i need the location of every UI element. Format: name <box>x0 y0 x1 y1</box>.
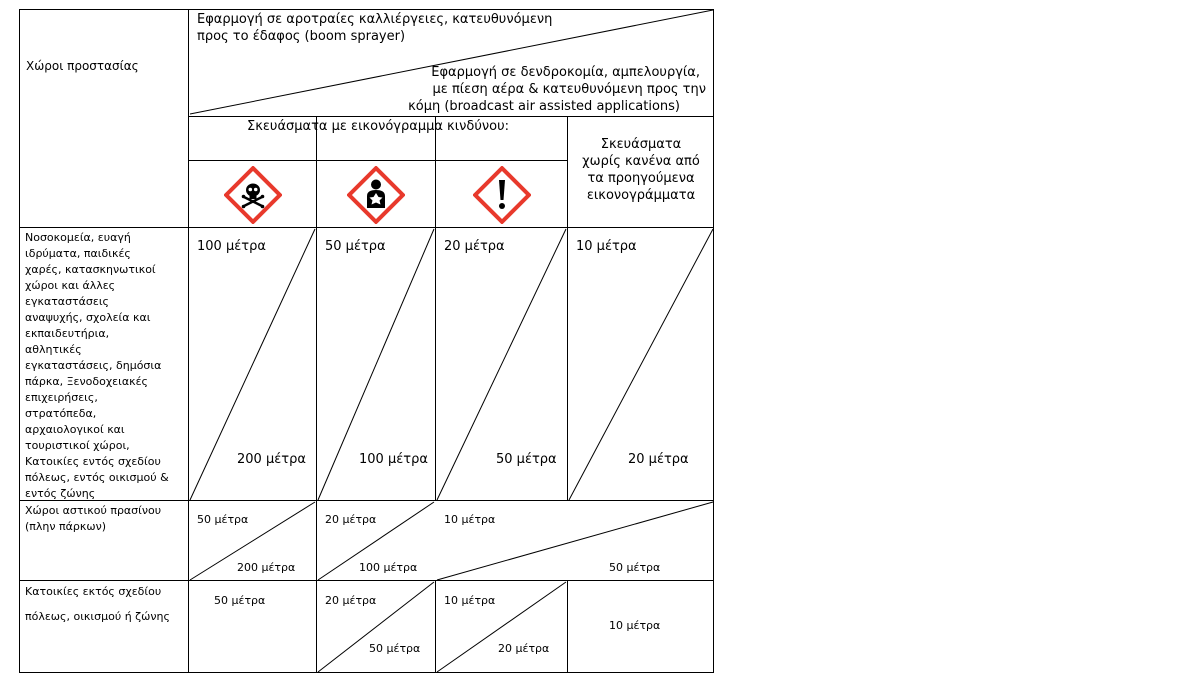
exclamation-mark-icon <box>473 166 531 224</box>
row-2-label-line: Χώροι αστικού πρασίνου <box>25 504 162 517</box>
protection-areas-label: Χώροι προστασίας <box>26 59 139 73</box>
no-pictogram-line-2: χωρίς κανένα από <box>582 154 700 169</box>
row-3-boom-distance: 10 μέτρα <box>444 594 496 607</box>
air-assisted-line-2: με πίεση αέρα & κατευθυνόμενη προς την <box>432 82 706 97</box>
health-hazard-icon <box>347 166 405 224</box>
row-3-air-distance: 20 μέτρα <box>498 642 550 655</box>
row-2-boom-distance: 20 μέτρα <box>325 513 377 526</box>
row-2-boom-distance: 10 μέτρα <box>444 513 496 526</box>
row-2-air-distance: 50 μέτρα <box>609 561 661 574</box>
row-1-label-line: χαρές, κατασκηνωτικοί <box>25 263 156 276</box>
row-1-label-line: αναψυχής, σχολεία και <box>25 311 151 324</box>
air-assisted-line-1: Εφαρμογή σε δενδροκομία, αμπελουργία, <box>431 65 700 80</box>
row-1-label-line: αθλητικές <box>25 343 82 356</box>
row-1-label-line: χώροι και άλλες <box>25 279 116 292</box>
row-1-air-distance: 100 μέτρα <box>359 452 428 467</box>
row-1-label-line: εκπαιδευτήρια, <box>25 327 110 340</box>
row-1-label-line: εντός ζώνης <box>25 487 96 500</box>
skull-crossbones-icon <box>224 166 282 224</box>
row-1-label-line: τουριστικοί χώροι, <box>25 439 130 452</box>
boom-sprayer-line-1: Εφαρμογή σε αροτραίες καλλιέργειες, κατευθυνόμενη <box>197 12 553 27</box>
row-1-air-distance: 200 μέτρα <box>237 452 306 467</box>
row-1-label-line: αρχαιολογικοί και <box>25 423 125 436</box>
row-3-label-line: Κατοικίες εκτός σχεδίου <box>25 585 162 598</box>
row-3-air-distance: 50 μέτρα <box>369 642 421 655</box>
row-1-boom-distance: 50 μέτρα <box>325 239 386 254</box>
row-1-label-line: Νοσοκομεία, ευαγή <box>25 231 131 244</box>
row-1-boom-distance: 10 μέτρα <box>576 239 637 254</box>
row-1-label-line: στρατόπεδα, <box>25 407 97 420</box>
row-1-label-line: ιδρύματα, παιδικές <box>25 247 131 260</box>
boom-sprayer-line-2: προς το έδαφος (boom sprayer) <box>197 29 406 44</box>
row-2-label-line: (πλην πάρκων) <box>25 520 107 533</box>
row-3-distance: 50 μέτρα <box>214 594 266 607</box>
row-3-boom-distance: 20 μέτρα <box>325 594 377 607</box>
row-2-air-distance: 100 μέτρα <box>359 561 418 574</box>
row-1-label-line: πόλεως, εντός οικισμού & <box>25 471 169 484</box>
row-3-distance: 10 μέτρα <box>609 619 661 632</box>
no-pictogram-line-4: εικονογράμματα <box>586 188 696 203</box>
row-1-air-distance: 50 μέτρα <box>496 452 557 467</box>
row-2-boom-distance: 50 μέτρα <box>197 513 249 526</box>
row-1-air-distance: 20 μέτρα <box>628 452 689 467</box>
row-2-air-distance: 200 μέτρα <box>237 561 296 574</box>
row-1-boom-distance: 100 μέτρα <box>197 239 266 254</box>
row-3-label-line: πόλεως, οικισμού ή ζώνης <box>25 610 170 623</box>
air-assisted-line-3: κόμη (broadcast air assisted applications) <box>408 99 680 114</box>
row-1-boom-distance: 20 μέτρα <box>444 239 505 254</box>
row-1-label-line: επιχειρήσεις, <box>25 391 98 404</box>
hazard-products-header: Σκευάσματα με εικονόγραμμα κινδύνου: <box>247 119 509 134</box>
row-1-label-line: Κατοικίες εντός σχεδίου <box>25 455 161 468</box>
row-1-label-line: εγκαταστάσεις, δημόσια <box>25 359 162 372</box>
no-pictogram-line-3: τα προηγούμενα <box>587 171 695 186</box>
row-1-label-line: πάρκα, Ξενοδοχειακές <box>25 375 148 388</box>
row-1-label-line: εγκαταστάσεις <box>25 295 110 308</box>
no-pictogram-line-1: Σκευάσματα <box>600 137 682 152</box>
